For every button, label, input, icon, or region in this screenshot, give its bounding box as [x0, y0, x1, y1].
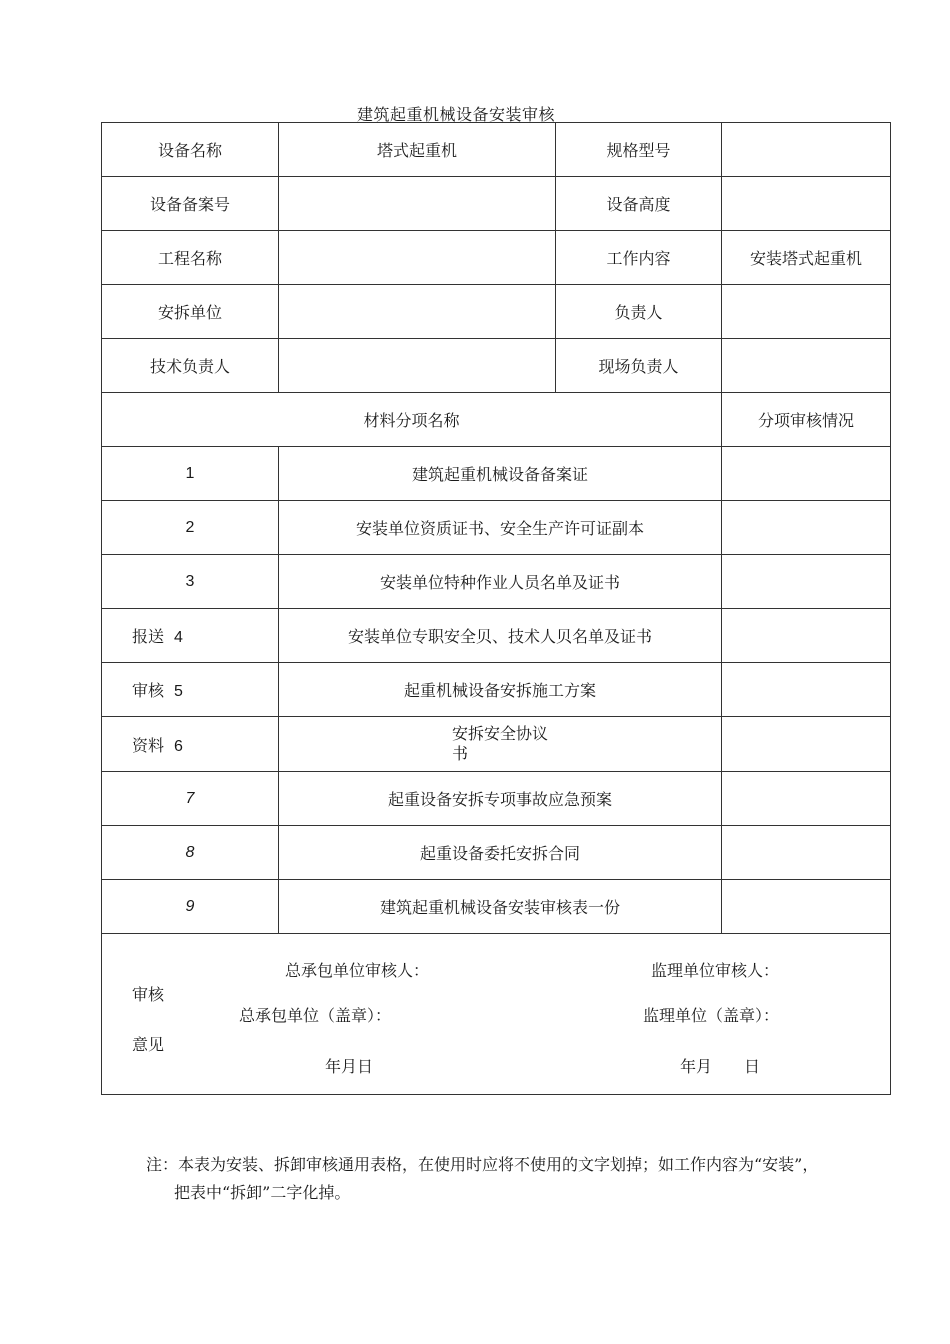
review-opinion-cell[interactable] — [102, 934, 891, 1095]
supervisor-date-d: 日 — [744, 1057, 761, 1076]
tech-value[interactable] — [279, 339, 556, 393]
material-name-line1: 安拆安全协议 — [451, 724, 548, 743]
unit-label: 安拆单位 — [102, 285, 279, 339]
row-unit — [102, 285, 891, 339]
form-title: 建筑起重机械设备安装审核 — [356, 105, 555, 124]
material-number: 2 — [102, 501, 279, 555]
gc-reviewer-label: 总承包单位审核人： — [285, 961, 430, 980]
material-name-line2: 书 — [451, 744, 468, 763]
row-record-no — [102, 177, 891, 231]
material-row — [102, 663, 891, 717]
material-row — [102, 772, 891, 826]
side-label: 资料 — [132, 735, 165, 755]
material-row — [102, 447, 891, 501]
height-value[interactable] — [722, 177, 891, 231]
material-number: 8 — [102, 826, 279, 880]
material-row — [102, 880, 891, 934]
material-name: 安装单位资质证书、安全生产许可证副本 — [279, 501, 722, 555]
review-row — [102, 934, 891, 1095]
material-status-cell[interactable] — [722, 826, 891, 880]
material-status-cell[interactable] — [722, 663, 891, 717]
material-side-label-cell — [102, 609, 279, 663]
review-side-label-2: 意见 — [132, 1035, 165, 1054]
spec-label: 规格型号 — [556, 123, 722, 177]
material-number: 6 — [174, 737, 183, 755]
material-row — [102, 717, 891, 772]
material-row — [102, 555, 891, 609]
material-status-cell[interactable] — [722, 717, 891, 772]
side-label: 审核 — [132, 681, 165, 700]
material-row — [102, 501, 891, 555]
record-no-value[interactable] — [279, 177, 556, 231]
material-status-cell[interactable] — [722, 501, 891, 555]
unit-value[interactable] — [279, 285, 556, 339]
side-label: 报送 — [132, 627, 165, 646]
review-side-label-1: 审核 — [132, 985, 165, 1004]
materials-header-row — [102, 393, 891, 447]
material-name: 安装单位专职安全贝、技术人贝名单及证书 — [279, 609, 722, 663]
footnote-line-2: 把表中“拆卸”二字化掉。 — [174, 1183, 351, 1202]
equip-name-value[interactable]: 塔式起重机 — [279, 123, 556, 177]
supervisor-reviewer-label: 监理单位审核人： — [651, 961, 780, 980]
project-value[interactable] — [279, 231, 556, 285]
material-number: 3 — [102, 555, 279, 609]
material-status-cell[interactable] — [722, 772, 891, 826]
material-name-cell — [279, 717, 722, 772]
work-value[interactable]: 安装塔式起重机 — [722, 231, 891, 285]
material-number: 7 — [102, 772, 279, 826]
leader-value[interactable] — [722, 285, 891, 339]
spec-value[interactable] — [722, 123, 891, 177]
material-name: 起重设备委托安拆合同 — [279, 826, 722, 880]
material-name: 起重设备安拆专项事故应急预案 — [279, 772, 722, 826]
project-label: 工程名称 — [102, 231, 279, 285]
material-name: 安装单位特种作业人员名单及证书 — [279, 555, 722, 609]
material-number: 5 — [174, 683, 183, 700]
material-row — [102, 609, 891, 663]
materials-name-header: 材料分项名称 — [102, 393, 722, 447]
site-value[interactable] — [722, 339, 891, 393]
material-status-cell[interactable] — [722, 555, 891, 609]
material-name: 建筑起重机械设备备案证 — [279, 447, 722, 501]
material-status-cell[interactable] — [722, 880, 891, 934]
footnote-line-1: 注：本表为安装、拆卸审核通用表格，在使用时应将不使用的文字划掉；如工作内容为“安装”， — [146, 1155, 819, 1174]
supervisor-unit-label: 监理单位（盖章）： — [643, 1006, 780, 1025]
work-label: 工作内容 — [556, 231, 722, 285]
material-row — [102, 826, 891, 880]
height-label: 设备高度 — [556, 177, 722, 231]
gc-unit-label: 总承包单位（盖章）： — [239, 1006, 392, 1025]
material-number: 4 — [174, 629, 183, 646]
materials-status-header: 分项审核情况 — [722, 393, 891, 447]
tech-label: 技术负责人 — [102, 339, 279, 393]
material-name-wrapped — [452, 724, 548, 764]
row-equipment-name — [102, 123, 891, 177]
material-name: 起重机械设备安拆施工方案 — [279, 663, 722, 717]
record-no-label: 设备备案号 — [102, 177, 279, 231]
footnote — [146, 1151, 906, 1207]
site-label: 现场负责人 — [556, 339, 722, 393]
row-tech — [102, 339, 891, 393]
material-number: 9 — [102, 880, 279, 934]
leader-label: 负责人 — [556, 285, 722, 339]
material-status-cell[interactable] — [722, 447, 891, 501]
material-status-cell[interactable] — [722, 609, 891, 663]
material-side-label-cell — [102, 663, 279, 717]
supervisor-date-ym: 年月 — [680, 1057, 713, 1076]
material-name: 建筑起重机械设备安装审核表一份 — [279, 880, 722, 934]
material-number: 1 — [102, 447, 279, 501]
equip-name-label: 设备名称 — [102, 123, 279, 177]
gc-date-label: 年月日 — [325, 1057, 374, 1076]
material-side-label-cell — [102, 717, 279, 772]
row-project — [102, 231, 891, 285]
audit-form-table — [101, 122, 891, 1095]
